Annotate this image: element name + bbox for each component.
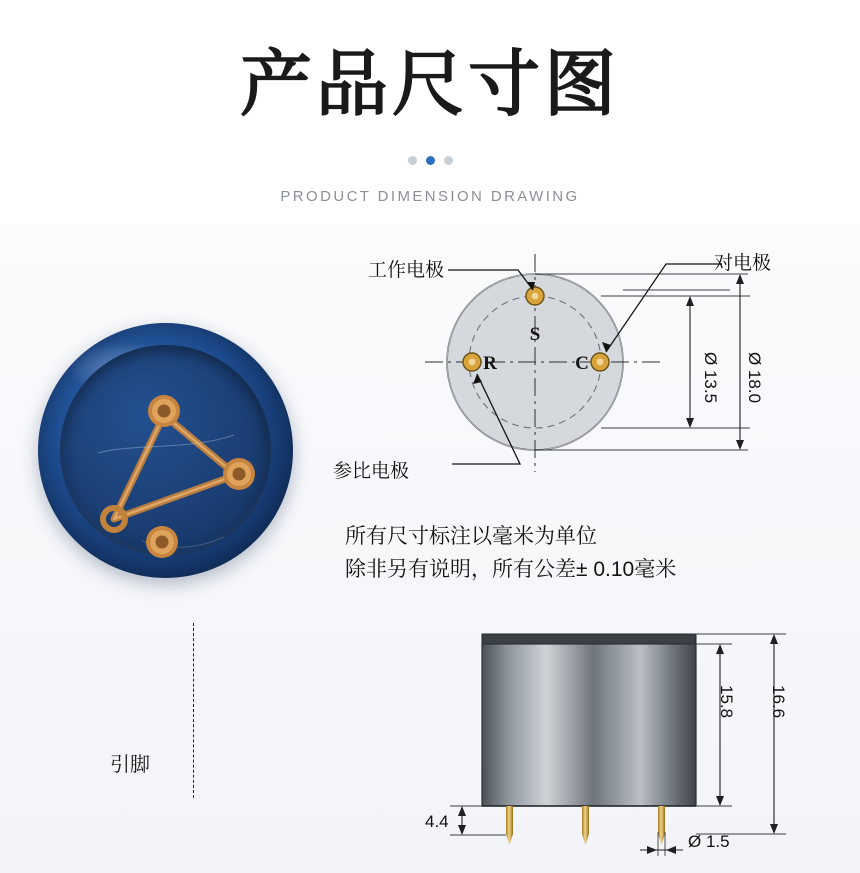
carousel-dots[interactable] <box>0 156 860 165</box>
side-view-drawing <box>400 620 850 870</box>
note-line-1: 所有尺寸标注以毫米为单位 <box>345 525 597 548</box>
label-working-electrode: 工作电极 <box>368 260 445 281</box>
svg-text:C: C <box>575 353 589 374</box>
dimension-outer-diameter: Ø 18.0 <box>745 352 764 404</box>
dimension-total-height: 16.6 <box>769 685 788 719</box>
carousel-dot-3[interactable] <box>444 156 453 165</box>
copper-wire-overlay <box>38 323 293 578</box>
pin-leader-line <box>193 623 194 798</box>
sensor-photo-container <box>38 323 296 581</box>
label-reference-electrode: 参比电极 <box>333 461 410 482</box>
note-line-2: 除非另有说明，所有公差± 0.10毫米 <box>345 557 677 581</box>
svg-text:R: R <box>483 353 497 374</box>
dimension-inner-diameter: Ø 13.5 <box>701 352 720 404</box>
page-subtitle: PRODUCT DIMENSION DRAWING <box>280 188 580 205</box>
page-header <box>0 0 860 225</box>
dimension-notes <box>345 521 825 586</box>
dimension-pin-offset: 4.4 <box>425 812 449 831</box>
svg-text:S: S <box>529 324 541 345</box>
dimension-body-height: 15.8 <box>717 685 736 719</box>
carousel-dot-2[interactable] <box>426 156 435 165</box>
pin-caption: 引脚 <box>110 754 150 776</box>
carousel-dot-1[interactable] <box>408 156 417 165</box>
page-title: 产品尺寸图 <box>239 45 620 125</box>
label-counter-electrode: 对电极 <box>714 253 772 274</box>
dimension-pin-diameter: Ø 1.5 <box>688 832 730 851</box>
